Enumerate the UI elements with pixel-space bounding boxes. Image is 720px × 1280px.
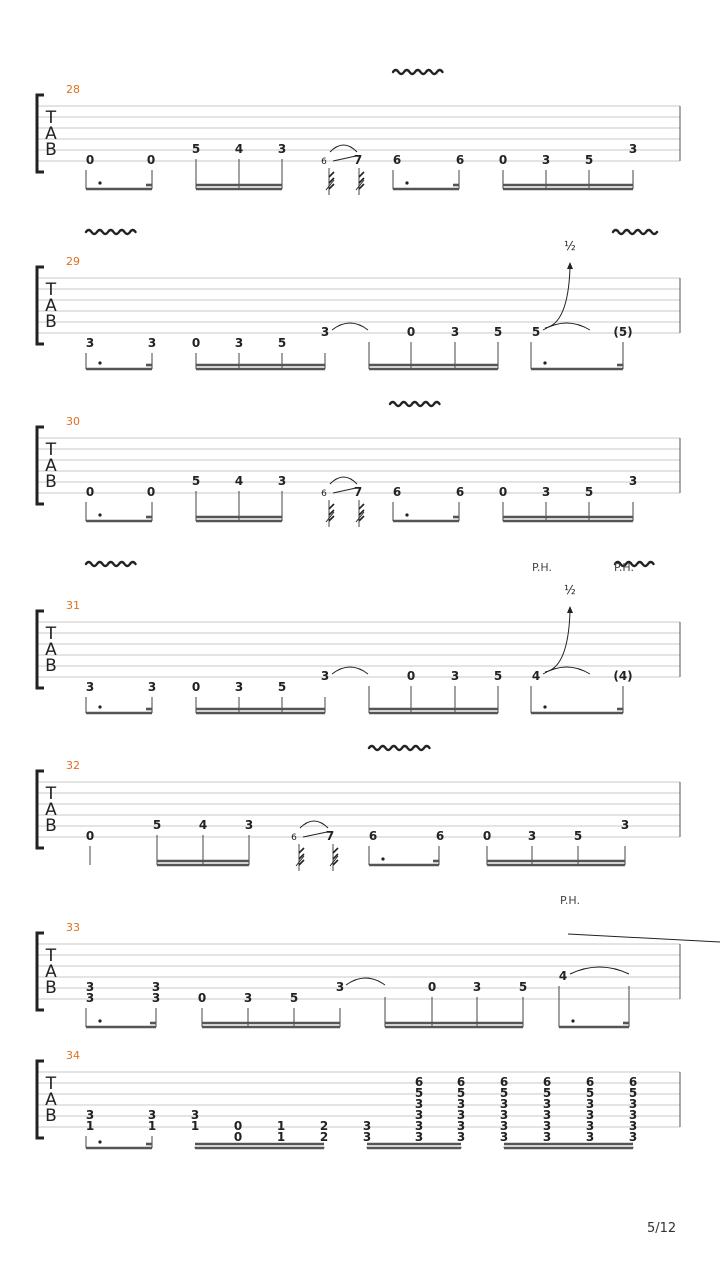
fret-number: 0 [427,980,437,994]
tab-clef-t: T [45,946,57,966]
fret-number: 0 [482,829,492,843]
dot [98,361,101,364]
measure-number: 32 [66,759,80,772]
fret-number: 3 [414,1130,424,1144]
fret-number: 5 [518,980,528,994]
bend-arrowhead [567,606,573,613]
fret-number: 3 [450,325,460,339]
fret-number: 3 [527,829,537,843]
system-measure-33 [37,894,720,1027]
fret-number: 6 [542,1075,552,1089]
fret-number: 6 [585,1075,595,1089]
fret-number: 0 [233,1119,243,1133]
fret-number: 5 [542,1086,552,1100]
staff [37,611,680,688]
tie [570,967,629,974]
fret-number: 3 [499,1097,509,1111]
fret-number: 6 [499,1075,509,1089]
fret-number: 7 [353,485,363,499]
tie [330,145,357,152]
dot [571,1019,574,1022]
system-measure-30 [37,415,680,527]
tab-clef-b: B [45,472,57,492]
system-bracket [37,611,44,688]
fret-number: 5 [152,818,162,832]
dot [543,705,546,708]
tie [332,667,368,674]
measure-number: 33 [66,921,80,934]
fret-number: (5) [613,325,633,339]
grace-fret-number: 6 [291,833,297,843]
fret-number: 3 [85,680,95,694]
fret-number: 7 [325,829,335,843]
flag-stroke [359,172,364,177]
dot [98,705,101,708]
fret-number: 3 [147,336,157,350]
flag-stroke [329,172,334,177]
bend-arrowhead [567,262,573,269]
measure-number: 30 [66,415,80,428]
vibrato-mark [369,746,430,750]
fret-number: 3 [85,991,95,1005]
grace-note-flag [296,844,304,871]
system-bracket [37,427,44,504]
system-measure-28 [37,83,680,195]
tab-clef-b: B [45,816,57,836]
grace-note-flag [356,168,364,195]
fret-number: 5 [191,142,201,156]
fret-number: 5 [191,474,201,488]
fret-number: 3 [320,325,330,339]
page-number: 5/12 [647,1221,677,1236]
tab-clef-a: A [45,124,57,144]
fret-number: 3 [542,1097,552,1111]
dot [98,1140,101,1143]
fret-number: 0 [146,153,156,167]
slide-line [333,488,356,493]
tab-clef-t: T [45,624,57,644]
fret-number: 5 [584,153,594,167]
fret-number: 5 [289,991,299,1005]
tab-clef-t: T [45,440,57,460]
grace-note-flag [330,844,338,871]
fret-number: 6 [414,1075,424,1089]
fret-number: 3 [234,336,244,350]
dot [405,513,408,516]
system-measure-32 [37,759,680,871]
fret-number: 3 [628,1130,638,1144]
vibrato-mark [393,70,443,74]
tab-clef-a: A [45,800,57,820]
fret-number: 3 [244,818,254,832]
tab-clef-a: A [45,456,57,476]
tie [346,978,385,985]
fret-number: 3 [147,1108,157,1122]
tab-clef-a: A [45,962,57,982]
system-bracket [37,267,44,344]
tab-clef-b: B [45,312,57,332]
fret-number: 5 [628,1086,638,1100]
vibrato-mark [613,230,657,234]
fret-number: 3 [542,1119,552,1133]
fret-number: 6 [455,153,465,167]
pinch-harmonic-extension [568,934,720,942]
fret-number: 3 [277,142,287,156]
fret-number: 5 [531,325,541,339]
fret-number: 3 [335,980,345,994]
flag-stroke [299,848,304,853]
vibrato-mark [86,230,136,234]
fret-number: 5 [456,1086,466,1100]
fret-number: 3 [542,1108,552,1122]
fret-number: 5 [277,336,287,350]
tie [300,821,328,828]
fret-number: 3 [190,1108,200,1122]
tie [332,323,368,330]
fret-number: 5 [499,1086,509,1100]
tab-clef-b: B [45,140,57,160]
fret-number: 5 [277,680,287,694]
system-measure-29 [37,239,680,369]
fret-number: 3 [362,1119,372,1133]
fret-number: 3 [85,980,95,994]
system-bracket [37,771,44,848]
bend-amount: ½ [564,239,576,253]
fret-number: 3 [541,153,551,167]
fret-number: 3 [151,991,161,1005]
bend-curve [545,268,570,328]
fret-number: 0 [406,669,416,683]
fret-number: 3 [320,669,330,683]
fret-number: 5 [585,1086,595,1100]
tab-clef-t: T [45,784,57,804]
measure-number: 29 [66,255,80,268]
staff [37,933,680,1010]
fret-number: 3 [628,1097,638,1111]
fret-number: 4 [198,818,208,832]
tab-clef-b: B [45,1106,57,1126]
fret-number: 3 [85,1108,95,1122]
measure-number: 31 [66,599,80,612]
fret-number: 1 [276,1130,286,1144]
fret-number: 6 [628,1075,638,1089]
dot [543,361,546,364]
staff [37,1061,680,1138]
fret-number: 0 [85,829,95,843]
vibrato-mark [86,562,136,566]
fret-number: 0 [85,153,95,167]
tab-clef-a: A [45,296,57,316]
fret-number: 3 [456,1119,466,1133]
system-measure-34 [37,1049,680,1148]
fret-number: 3 [585,1130,595,1144]
fret-number: 1 [190,1119,200,1133]
fret-number: 2 [319,1130,329,1144]
fret-number: 0 [191,336,201,350]
fret-number: 4 [531,669,541,683]
tab-clef-b: B [45,656,57,676]
fret-number: 3 [541,485,551,499]
fret-number: 3 [85,336,95,350]
fret-number: 3 [414,1097,424,1111]
slide-line [303,832,327,837]
fret-number: 3 [585,1108,595,1122]
fret-number: 3 [628,474,638,488]
staff [37,771,680,848]
fret-number: 0 [498,153,508,167]
dot [98,1019,101,1022]
tab-clef-t: T [45,108,57,128]
fret-number: 6 [368,829,378,843]
fret-number: 3 [414,1119,424,1133]
fret-number: 7 [353,153,363,167]
fret-number: 3 [628,1108,638,1122]
pinch-harmonic-label: P.H. [560,894,580,907]
fret-number: 0 [406,325,416,339]
fret-number: 3 [628,142,638,156]
vibrato-mark [390,402,440,406]
fret-number: 6 [435,829,445,843]
fret-number: 3 [277,474,287,488]
fret-number: (4) [613,669,633,683]
fret-number: 4 [558,969,568,983]
grace-note-flag [356,500,364,527]
tab-clef-a: A [45,1090,57,1110]
fret-number: 3 [456,1130,466,1144]
dot [405,181,408,184]
fret-number: 3 [456,1097,466,1111]
dot [98,181,101,184]
system-bracket [37,1061,44,1138]
fret-number: 6 [392,485,402,499]
grace-fret-number: 6 [321,489,327,499]
bend-amount: ½ [564,583,576,597]
fret-number: 3 [151,980,161,994]
fret-number: 3 [628,1119,638,1133]
fret-number: 0 [233,1130,243,1144]
dot [381,857,384,860]
fret-number: 3 [234,680,244,694]
grace-note-flag [326,168,334,195]
fret-number: 5 [573,829,583,843]
fret-number: 0 [197,991,207,1005]
fret-number: 3 [499,1130,509,1144]
dot [98,513,101,516]
fret-number: 3 [472,980,482,994]
fret-number: 3 [585,1097,595,1111]
fret-number: 3 [362,1130,372,1144]
fret-number: 3 [450,669,460,683]
fret-number: 0 [498,485,508,499]
fret-number: 6 [456,1075,466,1089]
fret-number: 0 [146,485,156,499]
fret-number: 3 [456,1108,466,1122]
system-bracket [37,95,44,172]
slide-line [333,156,356,161]
pinch-harmonic-label: P.H. [532,561,552,574]
grace-fret-number: 6 [321,157,327,167]
fret-number: 1 [276,1119,286,1133]
fret-number: 6 [455,485,465,499]
fret-number: 3 [620,818,630,832]
fret-number: 0 [191,680,201,694]
fret-number: 5 [414,1086,424,1100]
fret-number: 3 [499,1119,509,1133]
fret-number: 3 [414,1108,424,1122]
fret-number: 0 [85,485,95,499]
fret-number: 4 [234,142,244,156]
tie [330,477,357,484]
flag-stroke [329,504,334,509]
tab-clef-t: T [45,280,57,300]
fret-number: 4 [234,474,244,488]
fret-number: 3 [147,680,157,694]
fret-number: 2 [319,1119,329,1133]
flag-stroke [359,504,364,509]
fret-number: 3 [243,991,253,1005]
staff [37,267,680,344]
fret-number: 5 [584,485,594,499]
measure-number: 28 [66,83,80,96]
pinch-harmonic-label: P.H. [614,561,634,574]
tab-clef-t: T [45,1074,57,1094]
measure-number: 34 [66,1049,80,1062]
fret-number: 6 [392,153,402,167]
fret-number: 5 [493,669,503,683]
grace-note-flag [326,500,334,527]
tab-clef-b: B [45,978,57,998]
fret-number: 3 [542,1130,552,1144]
fret-number: 3 [585,1119,595,1133]
flag-stroke [333,848,338,853]
tab-clef-a: A [45,640,57,660]
system-bracket [37,933,44,1010]
system-measure-31 [37,561,680,713]
fret-number: 3 [499,1108,509,1122]
fret-number: 5 [493,325,503,339]
fret-number: 1 [85,1119,95,1133]
bend-curve [545,612,570,672]
fret-number: 1 [147,1119,157,1133]
